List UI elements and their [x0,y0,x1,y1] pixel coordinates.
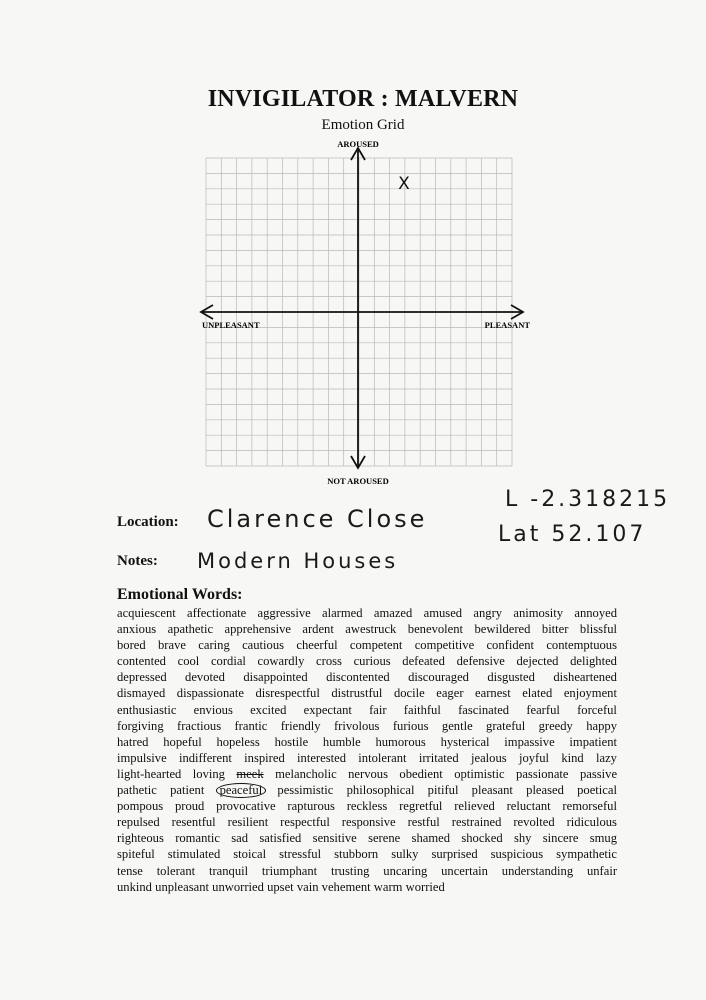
emotion-word[interactable]: indifferent [178,750,232,765]
word-line [117,766,617,782]
emotion-word[interactable]: fascinated [458,702,510,717]
emotion-word[interactable]: triumphant [261,863,318,878]
emotion-word[interactable]: restful [407,815,440,830]
emotion-word[interactable]: apathetic [167,622,214,637]
word-line [117,879,617,895]
emotion-word[interactable]: humble [322,734,361,749]
location-label: Location: [117,514,179,530]
emotion-word[interactable]: amazed [373,606,413,620]
emotion-word[interactable]: cautious [242,638,285,653]
word-line [117,814,617,830]
emotion-word[interactable]: dispassionate [176,686,244,701]
emotion-grid[interactable] [196,136,536,492]
emotion-word[interactable]: caring [198,638,230,653]
word-line [117,605,617,621]
emotion-word[interactable]: relieved [454,799,495,814]
emotion-word[interactable]: defensive [456,654,505,669]
emotion-word[interactable]: competitive [414,638,475,653]
emotion-word[interactable]: disrespectful [255,686,320,701]
emotion-word[interactable]: contented [117,654,166,669]
emotion-word[interactable]: vain [296,879,319,894]
notes-value[interactable]: Modern Houses [197,549,399,573]
emotion-word[interactable]: optimistic [454,766,505,781]
word-line [117,637,617,653]
word-line [117,702,617,718]
emotion-word[interactable]: poetical [577,783,617,798]
emotion-word[interactable]: smug [589,831,618,846]
emotion-word[interactable]: affectionate [187,606,247,620]
emotion-word[interactable]: passionate [516,766,569,781]
emotion-word[interactable]: understanding [501,863,574,878]
emotion-word[interactable]: unkind [117,879,152,894]
word-line [117,782,617,798]
unpleasant-label: UNPLEASANT [202,320,260,330]
emotion-word[interactable]: kind [561,750,584,765]
emotion-word[interactable]: tense [117,863,143,878]
emotion-word[interactable]: satisfied [259,831,302,846]
emotion-word[interactable]: romantic [175,831,220,846]
emotion-word[interactable]: stoical [233,847,267,862]
emotion-word[interactable]: envious [193,702,233,717]
emotion-word[interactable]: upset [267,879,294,894]
emotion-word[interactable]: pleased [526,783,564,798]
emotion-word[interactable]: alarmed [322,606,363,620]
emotion-word[interactable]: acquiescent [117,606,176,620]
emotion-word[interactable]: distrustful [331,686,383,701]
emotion-word[interactable]: ardent [302,622,334,637]
emotion-word[interactable]: remorseful [562,799,617,814]
emotion-word[interactable]: hostile [274,734,309,749]
word-line [117,863,617,879]
emotion-word[interactable]: devoted [185,670,225,685]
emotion-word[interactable]: stressful [279,847,322,862]
emotion-word[interactable]: vehement [321,879,371,894]
emotion-word[interactable]: tranquil [208,863,249,878]
emotion-word[interactable]: unpleasant [155,879,209,894]
circled-word[interactable]: peaceful [216,783,267,798]
emotion-word[interactable]: apprehensive [224,622,291,637]
word-line [117,846,617,862]
emotion-word[interactable]: sad [231,831,249,846]
emotion-word[interactable]: reckless [346,799,388,814]
word-line [117,798,617,814]
emotion-word[interactable]: shy [513,831,532,846]
emotion-word[interactable]: pleasant [471,783,513,798]
emotion-word[interactable]: pessimistic [277,783,334,798]
emotion-word[interactable]: fair [369,702,387,717]
emotion-word[interactable]: rapturous [287,799,335,814]
emotion-word[interactable]: serene [368,831,401,846]
emotion-word[interactable]: frivolous [333,718,380,733]
emotion-word[interactable]: uncaring [383,863,428,878]
emotion-word[interactable]: responsive [341,815,396,830]
emotion-word[interactable]: shocked [461,831,503,846]
emotion-word[interactable]: sulky [391,847,419,862]
emotion-word[interactable]: hopeless [216,734,260,749]
emotion-word[interactable]: patient [170,783,205,798]
emotion-word[interactable]: awestruck [345,622,397,637]
word-line [117,830,617,846]
emotion-word[interactable]: lazy [596,750,617,765]
word-line [117,718,617,734]
emotion-word[interactable]: interested [297,750,346,765]
emotion-word[interactable]: disheartened [553,670,617,685]
emotion-word[interactable]: expectant [303,702,352,717]
emotion-word[interactable]: forgiving [117,718,164,733]
emotion-word[interactable]: discouraged [408,670,469,685]
emotion-word[interactable]: forceful [577,702,617,717]
emotion-word[interactable]: cordial [210,654,246,669]
emotion-word[interactable]: humorous [375,734,426,749]
emotion-word[interactable]: curious [353,654,391,669]
emotion-word[interactable]: happy [586,718,618,733]
latitude-note: Lat 52.107 [498,522,647,547]
emotion-word[interactable]: sympathetic [556,847,617,862]
emotion-word[interactable]: brave [158,638,186,653]
emotion-word[interactable]: dismayed [117,686,166,701]
emotion-word[interactable]: fractious [177,718,222,733]
word-line [117,669,617,685]
emotion-word[interactable]: light-hearted [117,766,182,781]
emotion-word[interactable]: bitter [541,622,569,637]
emotion-word[interactable]: pitiful [427,783,459,798]
emotion-word[interactable]: pathetic [117,783,157,798]
emotion-word[interactable]: jealous [470,750,507,765]
emotion-word[interactable]: enjoyment [563,686,617,701]
emotion-word[interactable]: resilient [227,815,269,830]
emotion-word[interactable]: impassive [504,734,555,749]
longitude-note: L -2.318215 [505,487,671,512]
not-aroused-label: NOT AROUSED [327,476,389,486]
emotion-word[interactable]: friendly [280,718,321,733]
emotion-word[interactable]: faithful [403,702,441,717]
emotion-word[interactable]: impulsive [117,750,167,765]
emotion-word[interactable]: intolerant [358,750,407,765]
emotion-word[interactable]: frantic [234,718,268,733]
emotion-word[interactable]: pompous [117,799,164,814]
emotion-word[interactable]: trusting [330,863,370,878]
emotion-word[interactable]: aggressive [257,606,311,620]
word-line [117,685,617,701]
emotion-word[interactable]: disgusted [487,670,535,685]
emotion-word[interactable]: hatred [117,734,149,749]
emotion-word[interactable]: surprised [431,847,478,862]
word-line [117,750,617,766]
emotion-word[interactable]: gentle [441,718,473,733]
emotion-word[interactable]: reluctant [506,799,551,814]
emotion-word[interactable]: furious [392,718,429,733]
emotion-word[interactable]: cool [177,654,200,669]
emotional-words-title: Emotional Words: [117,586,243,603]
emotion-word[interactable]: respectful [280,815,330,830]
emotion-word[interactable]: hopeful [163,734,202,749]
emotion-word[interactable]: confident [486,638,535,653]
emotion-word[interactable]: obedient [399,766,443,781]
emotion-word[interactable]: proud [174,799,205,814]
emotion-word[interactable]: tolerant [156,863,196,878]
emotion-word[interactable]: excited [250,702,287,717]
emotion-word[interactable]: impatient [569,734,617,749]
emotion-word[interactable]: repulsed [117,815,160,830]
emotion-word[interactable]: depressed [117,670,167,685]
emotion-word[interactable]: revolted [513,815,555,830]
word-line [117,734,617,750]
emotion-word[interactable]: uncertain [441,863,488,878]
emotion-word[interactable]: sensitive [312,831,357,846]
emotion-word[interactable]: benevolent [407,622,464,637]
emotion-word[interactable]: resentful [171,815,216,830]
emotion-word[interactable]: disappointed [243,670,308,685]
emotion-word[interactable]: joyful [518,750,550,765]
emotion-word[interactable]: shamed [411,831,451,846]
emotion-word[interactable]: hysterical [440,734,490,749]
emotion-word[interactable]: eager [436,686,464,701]
emotion-word[interactable]: righteous [117,831,164,846]
emotion-word[interactable]: stimulated [167,847,221,862]
emotion-word[interactable]: nervous [348,766,388,781]
emotion-word[interactable]: worried [405,879,445,894]
emotion-word[interactable]: cowardly [257,654,305,669]
emotion-word[interactable]: docile [393,686,425,701]
emotion-word[interactable]: irritated [418,750,459,765]
emotion-word[interactable]: stubborn [334,847,379,862]
emotion-word[interactable]: melancholic [275,766,337,781]
emotion-word[interactable]: grateful [486,718,526,733]
emotion-word[interactable]: passive [579,766,618,781]
emotion-word[interactable]: amused [423,606,463,620]
emotion-word[interactable]: blissful [579,622,617,637]
emotion-word[interactable]: inspired [244,750,285,765]
emotion-word[interactable]: earnest [475,686,511,701]
page-subtitle: Emotion Grid [321,117,405,133]
emotion-word[interactable]: warm [373,879,403,894]
emotion-word[interactable]: bewildered [474,622,531,637]
emotion-word[interactable]: loving [192,766,225,781]
emotion-word[interactable]: cheerful [296,638,338,653]
emotion-word[interactable]: delighted [570,654,617,669]
emotion-word[interactable]: unworried [212,879,264,894]
emotion-word[interactable]: bored [117,638,146,653]
emotion-word[interactable]: spiteful [117,847,155,862]
emotion-word[interactable]: annoyed [574,606,618,620]
emotion-word[interactable]: unfair [586,863,618,878]
emotion-word[interactable]: fearful [526,702,560,717]
emotion-word[interactable]: regretful [399,799,443,814]
emotion-word[interactable]: elated [522,686,553,701]
word-line [117,621,617,637]
emotion-word[interactable]: anxious [117,622,157,637]
emotion-word[interactable]: greedy [538,718,573,733]
emotion-word[interactable]: angry [473,606,503,620]
page-title: INVIGILATOR : MALVERN [207,86,519,112]
emotion-word[interactable]: meek [236,766,264,781]
emotion-word[interactable]: ridiculous [566,815,617,830]
emotion-word[interactable]: restrained [451,815,502,830]
emotion-word[interactable]: contemptuous [546,638,617,653]
emotion-word[interactable]: defeated [402,654,445,669]
emotion-word[interactable]: sincere [542,831,579,846]
emotion-word[interactable]: animosity [513,606,564,620]
emotion-word[interactable]: competent [349,638,403,653]
emotion-word[interactable]: cross [316,654,342,669]
aroused-label: AROUSED [337,139,379,149]
emotion-grid-svg[interactable] [196,136,536,492]
emotion-word[interactable]: philosophical [346,783,415,798]
notes-label: Notes: [117,553,158,569]
emotion-word[interactable]: dejected [516,654,559,669]
emotion-word[interactable]: suspicious [490,847,544,862]
location-value[interactable]: Clarence Close [207,505,428,533]
emotion-word[interactable]: enthusiastic [117,702,177,717]
emotion-word[interactable]: provocative [216,799,276,814]
emotion-word[interactable]: discontented [326,670,390,685]
emotional-words-list [117,605,617,895]
pleasant-label: PLEASANT [484,320,530,330]
word-line [117,653,617,669]
emotion-mark: X [398,173,410,194]
